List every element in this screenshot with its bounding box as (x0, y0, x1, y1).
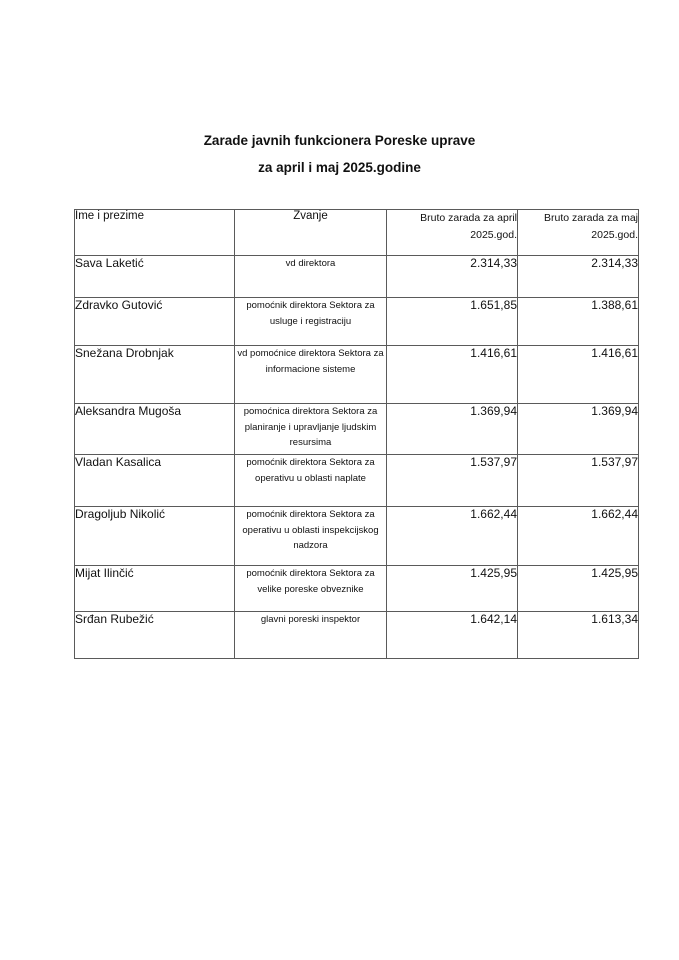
row-name: Srđan Rubežić (75, 612, 235, 659)
row-april: 1.642,14 (387, 612, 518, 659)
table-row (75, 566, 639, 612)
row-may: 1.369,94 (518, 404, 639, 455)
row-name: Vladan Kasalica (75, 455, 235, 507)
row-name: Snežana Drobnjak (75, 346, 235, 404)
row-title: pomoćnik direktora Sektora za usluge i registraciju (235, 298, 387, 346)
row-april: 1.425,95 (387, 566, 518, 612)
row-title: pomoćnica direktora Sektora za planiranje i upravljanje ljudskim resursima (235, 404, 387, 455)
row-april: 1.651,85 (387, 298, 518, 346)
row-april: 1.369,94 (387, 404, 518, 455)
table-row (75, 507, 639, 566)
row-title: pomoćnik direktora Sektora za operativu u oblasti naplate (235, 455, 387, 507)
table-row (75, 612, 639, 659)
header-may: Bruto zarada za maj 2025.god. (518, 210, 639, 256)
row-may: 2.314,33 (518, 256, 639, 298)
row-may: 1.425,95 (518, 566, 639, 612)
row-name: Sava Laketić (75, 256, 235, 298)
document-title: Zarade javnih funkcionera Poreske uprave (203, 133, 476, 148)
salaries-table (74, 209, 639, 659)
row-title: pomoćnik direktora Sektora za operativu u oblasti inspekcijskog nadzora (235, 507, 387, 566)
table-header-row (75, 210, 639, 256)
row-may: 1.662,44 (518, 507, 639, 566)
row-title: vd pomoćnice direktora Sektora za informacione sisteme (235, 346, 387, 404)
header-april: Bruto zarada za april 2025.god. (387, 210, 518, 256)
row-title: pomoćnik direktora Sektora za velike poreske obveznike (235, 566, 387, 612)
row-april: 1.662,44 (387, 507, 518, 566)
row-name: Zdravko Gutović (75, 298, 235, 346)
table-row (75, 346, 639, 404)
row-april: 1.416,61 (387, 346, 518, 404)
table-row (75, 298, 639, 346)
row-may: 1.537,97 (518, 455, 639, 507)
row-name: Aleksandra Mugoša (75, 404, 235, 455)
row-april: 2.314,33 (387, 256, 518, 298)
row-may: 1.416,61 (518, 346, 639, 404)
row-name: Mijat Ilinčić (75, 566, 235, 612)
table-row (75, 256, 639, 298)
header-name: Ime i prezime (75, 210, 235, 256)
table-row (75, 404, 639, 455)
row-april: 1.537,97 (387, 455, 518, 507)
document-subtitle: za april i maj 2025.godine (258, 160, 421, 175)
row-may: 1.613,34 (518, 612, 639, 659)
table-row (75, 455, 639, 507)
row-title: vd direktora (235, 256, 387, 298)
header-title: Zvanje (235, 210, 387, 256)
row-title: glavni poreski inspektor (235, 612, 387, 659)
row-name: Dragoljub Nikolić (75, 507, 235, 566)
row-may: 1.388,61 (518, 298, 639, 346)
